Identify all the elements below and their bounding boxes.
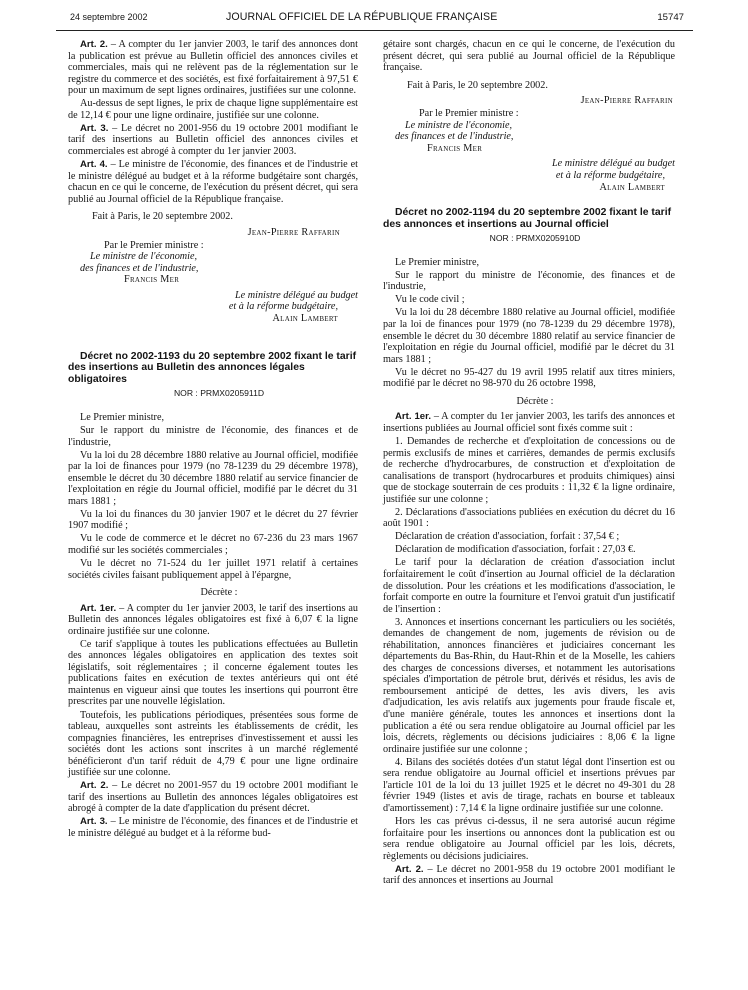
paragraph: Vu le code civil ; (395, 294, 465, 306)
article-2 (68, 39, 358, 97)
par-premier-ministre: Par le Premier ministre : (419, 108, 519, 120)
article-4 (68, 159, 358, 205)
paragraph: Sur le rapport du ministre de l'économie, des finances et de l'industrie, (68, 424, 358, 448)
paragraph: gétaire sont chargés, chacun en ce qui le concerne, de l'exécution du présent décret, qui sera publié au Journal officiel de la République française. (383, 39, 675, 74)
paragraph: Hors les cas prévus ci-dessus, il ne sera autorisé aucun régime forfaitaire pour les insertions ou annonces dont la publication est ou sera rendue obligatoire au Journal officiel par les lois, décrets, règlements ou décisions judiciaires. (383, 815, 675, 862)
minister-title: Le ministre délégué au budget (235, 289, 358, 301)
fait-a-paris: Fait à Paris, le 20 septembre 2002. (92, 211, 233, 223)
minister-title: Le ministre délégué au budget (552, 158, 675, 170)
article-text: – Le décret no 2001-957 du 19 octobre 2001 modifiant le tarif des insertions au Bulletin des annonces légales obligatoires est abrogé à compter de la date d'application du présent décret. (68, 780, 358, 815)
minister-title: des finances et de l'industrie, (80, 262, 199, 274)
list-item: 2. Déclarations d'associations publiées en exécution du décret du 16 août 1901 : (383, 506, 675, 530)
paragraph: Vu la loi du finances du 30 janvier 1907 et le décret du 27 février 1907 modifié ; (68, 508, 358, 532)
article-label: Art. 1er. (395, 411, 431, 423)
article-label: Art. 2. (80, 780, 109, 792)
article-text: – Le décret no 2001-956 du 19 octobre 2001 modifiant le tarif des insertions au Bulletin officiel des annonces civiles et commerciales est abrogé à compter du 1er janvier 2003. (68, 122, 358, 157)
article-text: – A compter du 1er janvier 2003, le tarif des insertions au Bulletin des annonces légales obligatoires est fixé à 6,07 € la ligne ordinaire justifiée sur une colonne. (68, 602, 358, 637)
paragraph: Le Premier ministre, (80, 411, 165, 423)
list-item: 4. Bilans des sociétés dotées d'un statut légal dont l'insertion est ou sera rendue obligatoire au Journal officiel et insertions prévues par l'article 101 de la loi du 13 juillet 1925 et le décret no 49-301 du 28 février 1949 (listes et avis de tirage, rachats en bourse et tableaux d'amortissement) : 7,14 € la ligne ordinaire justifiée sur une colonne. (383, 756, 675, 814)
paragraph: Vu le code de commerce et le décret no 67-236 du 23 mars 1967 modifié sur les sociétés commerciales ; (68, 533, 358, 556)
article-text: – Le ministre de l'économie, des finances et de l'industrie et le ministre délégué au budget et à la réforme budgétaire sont chargés, chacun en ce qui le concerne, de l'exécution du présent décret, qui sera publié au Journal officiel de la République française. (68, 158, 358, 205)
nor-reference: NOR : PRMX0205910D (489, 233, 581, 244)
header-page-number: 15747 (657, 12, 684, 23)
article-1 (383, 411, 675, 434)
paragraph: Vu la loi du 28 décembre 1880 relative au Journal officiel, modifiée par la loi de finances pour 1979 (no 78-1239 du 29 décembre 1978), ensemble le décret du 30 décembre 1880 relatif au service financier de l'exploitation en régie du Journal officiel, modifié par le décret du 31 mars 1881 ; (68, 449, 358, 507)
minister-title: Le ministre de l'économie, (405, 119, 513, 131)
fait-a-paris: Fait à Paris, le 20 septembre 2002. (407, 79, 548, 91)
article-3 (68, 123, 358, 158)
decree-title: Décret no 2002-1193 du 20 septembre 2002 fixant le tarif des insertions au Bulletin des annonces légales obligatoires (68, 350, 357, 385)
article-text: – A compter du 1er janvier 2003, le tarif des annonces dont la publication est prévue au Bulletin officiel des annonces civiles et commerciales, mais qui ne relèvent pas de la réglementation sur le registre du commerce et des sociétés, est fixé forfaitairement à 97,51 € pour un maximum de sept lignes ordinaires, justifiées sur une colonne. (68, 39, 358, 97)
signatory-name: Jean-Pierre Raffarin (247, 226, 340, 238)
paragraph: Sur le rapport du ministre de l'économie, des finances et de l'industrie, (383, 269, 675, 293)
article-text: – A compter du 1er janvier 2003, les tarifs des annonces et insertions publiées au Journal officiel sont fixés comme suit : (383, 411, 675, 434)
paragraph: Toutefois, les publications périodiques, présentées sous forme de tableau, auxquelles sont astreints les établissements de crédit, les compagnies financières, les entreprises d'investissement et aussi les sociétés dont les actions sont inscrites à un marché réglementé bénéficieront d'un tarif réduit de 4,79 € pour une ligne ordinaire justifiée sur une colonne. (68, 709, 358, 779)
decrete: Décrète : (516, 395, 554, 407)
left-column (68, 39, 358, 841)
minister-title: Le ministre de l'économie, (90, 251, 198, 263)
list-item: 3. Annonces et insertions concernant les particuliers ou les sociétés, demandes de changement de nom, jugements de révision ou de réhabilitation, annonces financières et judiciaires concernant les départements du Bas-Rhin, du Haut-Rhin et de la Moselle, les cahiers des charges de concessions diverses, et notamment les autorisations spéciales d'importation de pétrole brut, dérivés et résidus, les avis de remboursement anticipé de dettes, les avis divers, les avis d'adjudication, les avis relatifs aux jugements pour fraude fiscale et, d'une manière générale, toutes les annonces et insertions dont la publication a été ou sera rendue obligatoire au Journal officiel par les lois, décrets, règlements ou décisions judiciaires : 8,06 € la ligne ordinaire justifiée sur une colonne ; (383, 616, 675, 755)
header-date: 24 septembre 2002 (70, 12, 148, 22)
article-label: Art. 4. (80, 158, 108, 170)
minister-title: et à la réforme budgétaire, (228, 301, 338, 313)
minister-title: et à la réforme budgétaire, (555, 169, 665, 181)
par-premier-ministre: Par le Premier ministre : (104, 239, 204, 251)
paragraph: Vu le décret no 95-427 du 19 avril 1995 relatif aux titres miniers, modifié par le décret no 98-970 du 26 octobre 1998, (383, 366, 675, 390)
minister-name: Alain Lambert (272, 313, 338, 325)
article-text: – Le ministre de l'économie, des finances et de l'industrie et le ministre délégué au budget et à la réforme bud- (68, 816, 358, 839)
paragraph: Le Premier ministre, (395, 256, 480, 268)
decree-title: Décret no 2002-1194 du 20 septembre 2002 fixant le tarif des annonces et insertions au Journal officiel (383, 207, 672, 230)
paragraph: Vu le décret no 71-524 du 1er juillet 1971 relatif à certaines sociétés civiles faisant publiquement appel à l'épargne, (68, 557, 358, 581)
article-2 (383, 864, 675, 887)
article-1 (68, 603, 358, 638)
article-label: Art. 3. (80, 816, 108, 828)
minister-name: Alain Lambert (599, 181, 665, 193)
list-item: 1. Demandes de recherche et d'exploitation de concessions ou de permis exclusifs de mines et carrières, demandes de permis exclusifs de recherche d'hydrocarbures, de construction et d'exploitation de canalisations de transport (hydrocarbures et produits chimiques) ainsi que de stockage souterrain de ces produits : 11,32 € la ligne ordinaire, justifiée sur une colonne ; (383, 435, 675, 505)
list-item: Déclaration de modification d'association, forfait : 27,03 €. (395, 544, 636, 556)
paragraph: Vu la loi du 28 décembre 1880 relative au Journal officiel, modifiée par la loi de finances pour 1979 (no 78-1239 du 29 décembre 1978), ensemble le décret du 30 décembre 1880 relatif au service financier de l'exploitation en régie du Journal officiel, modifié par le décret du 31 mars 1881 ; (383, 307, 675, 365)
article-label: Art. 2. (395, 863, 424, 875)
nor-reference: NOR : PRMX0205911D (173, 388, 265, 399)
signatory-name: Jean-Pierre Raffarin (580, 95, 673, 107)
article-label: Art. 1er. (80, 602, 117, 614)
paragraph: Le tarif pour la déclaration de création d'association inclut forfaitairement le coût d'insertion au Journal officiel de la déclaration de dissolution. Pour les créations et les modifications d'association, le forfait comporte en outre la fourniture et l'envoi gratuit d'un justificatif de l'insertion : (383, 557, 675, 615)
decrete: Décrète : (200, 587, 238, 599)
minister-name: Francis Mer (427, 142, 483, 154)
article-text: – Le décret no 2001-958 du 19 octobre 2001 modifiant le tarif des annonces et insertions au Journal (383, 863, 675, 887)
article-3b (68, 816, 358, 839)
article-label: Art. 2. (80, 39, 108, 50)
paragraph: Au-dessus de sept lignes, le prix de chaque ligne supplémentaire est de 12,14 € pour une ligne ordinaire, justifiée sur une colonne. (68, 98, 358, 121)
list-item: Déclaration de création d'association, forfait : 37,54 € ; (395, 531, 620, 543)
minister-name: Francis Mer (124, 274, 180, 286)
header-rule (56, 30, 693, 31)
minister-title: des finances et de l'industrie, (395, 131, 514, 143)
article-label: Art. 3. (80, 122, 109, 134)
header-journal-title: JOURNAL OFFICIEL DE LA RÉPUBLIQUE FRANÇAISE (226, 11, 498, 23)
article-2b (68, 780, 358, 815)
paragraph: Ce tarif s'applique à toutes les publications effectuées au Bulletin des annonces légales obligatoires en application des textes soit législatifs, soit réglementaires ; il concerne également toutes les publications faites en exécution de textes antérieurs qui ont été maintenus en vigueur ainsi que toutes les insertions qui pourront être prescrites par une nouvelle législation. (68, 638, 358, 708)
right-column (383, 39, 675, 888)
